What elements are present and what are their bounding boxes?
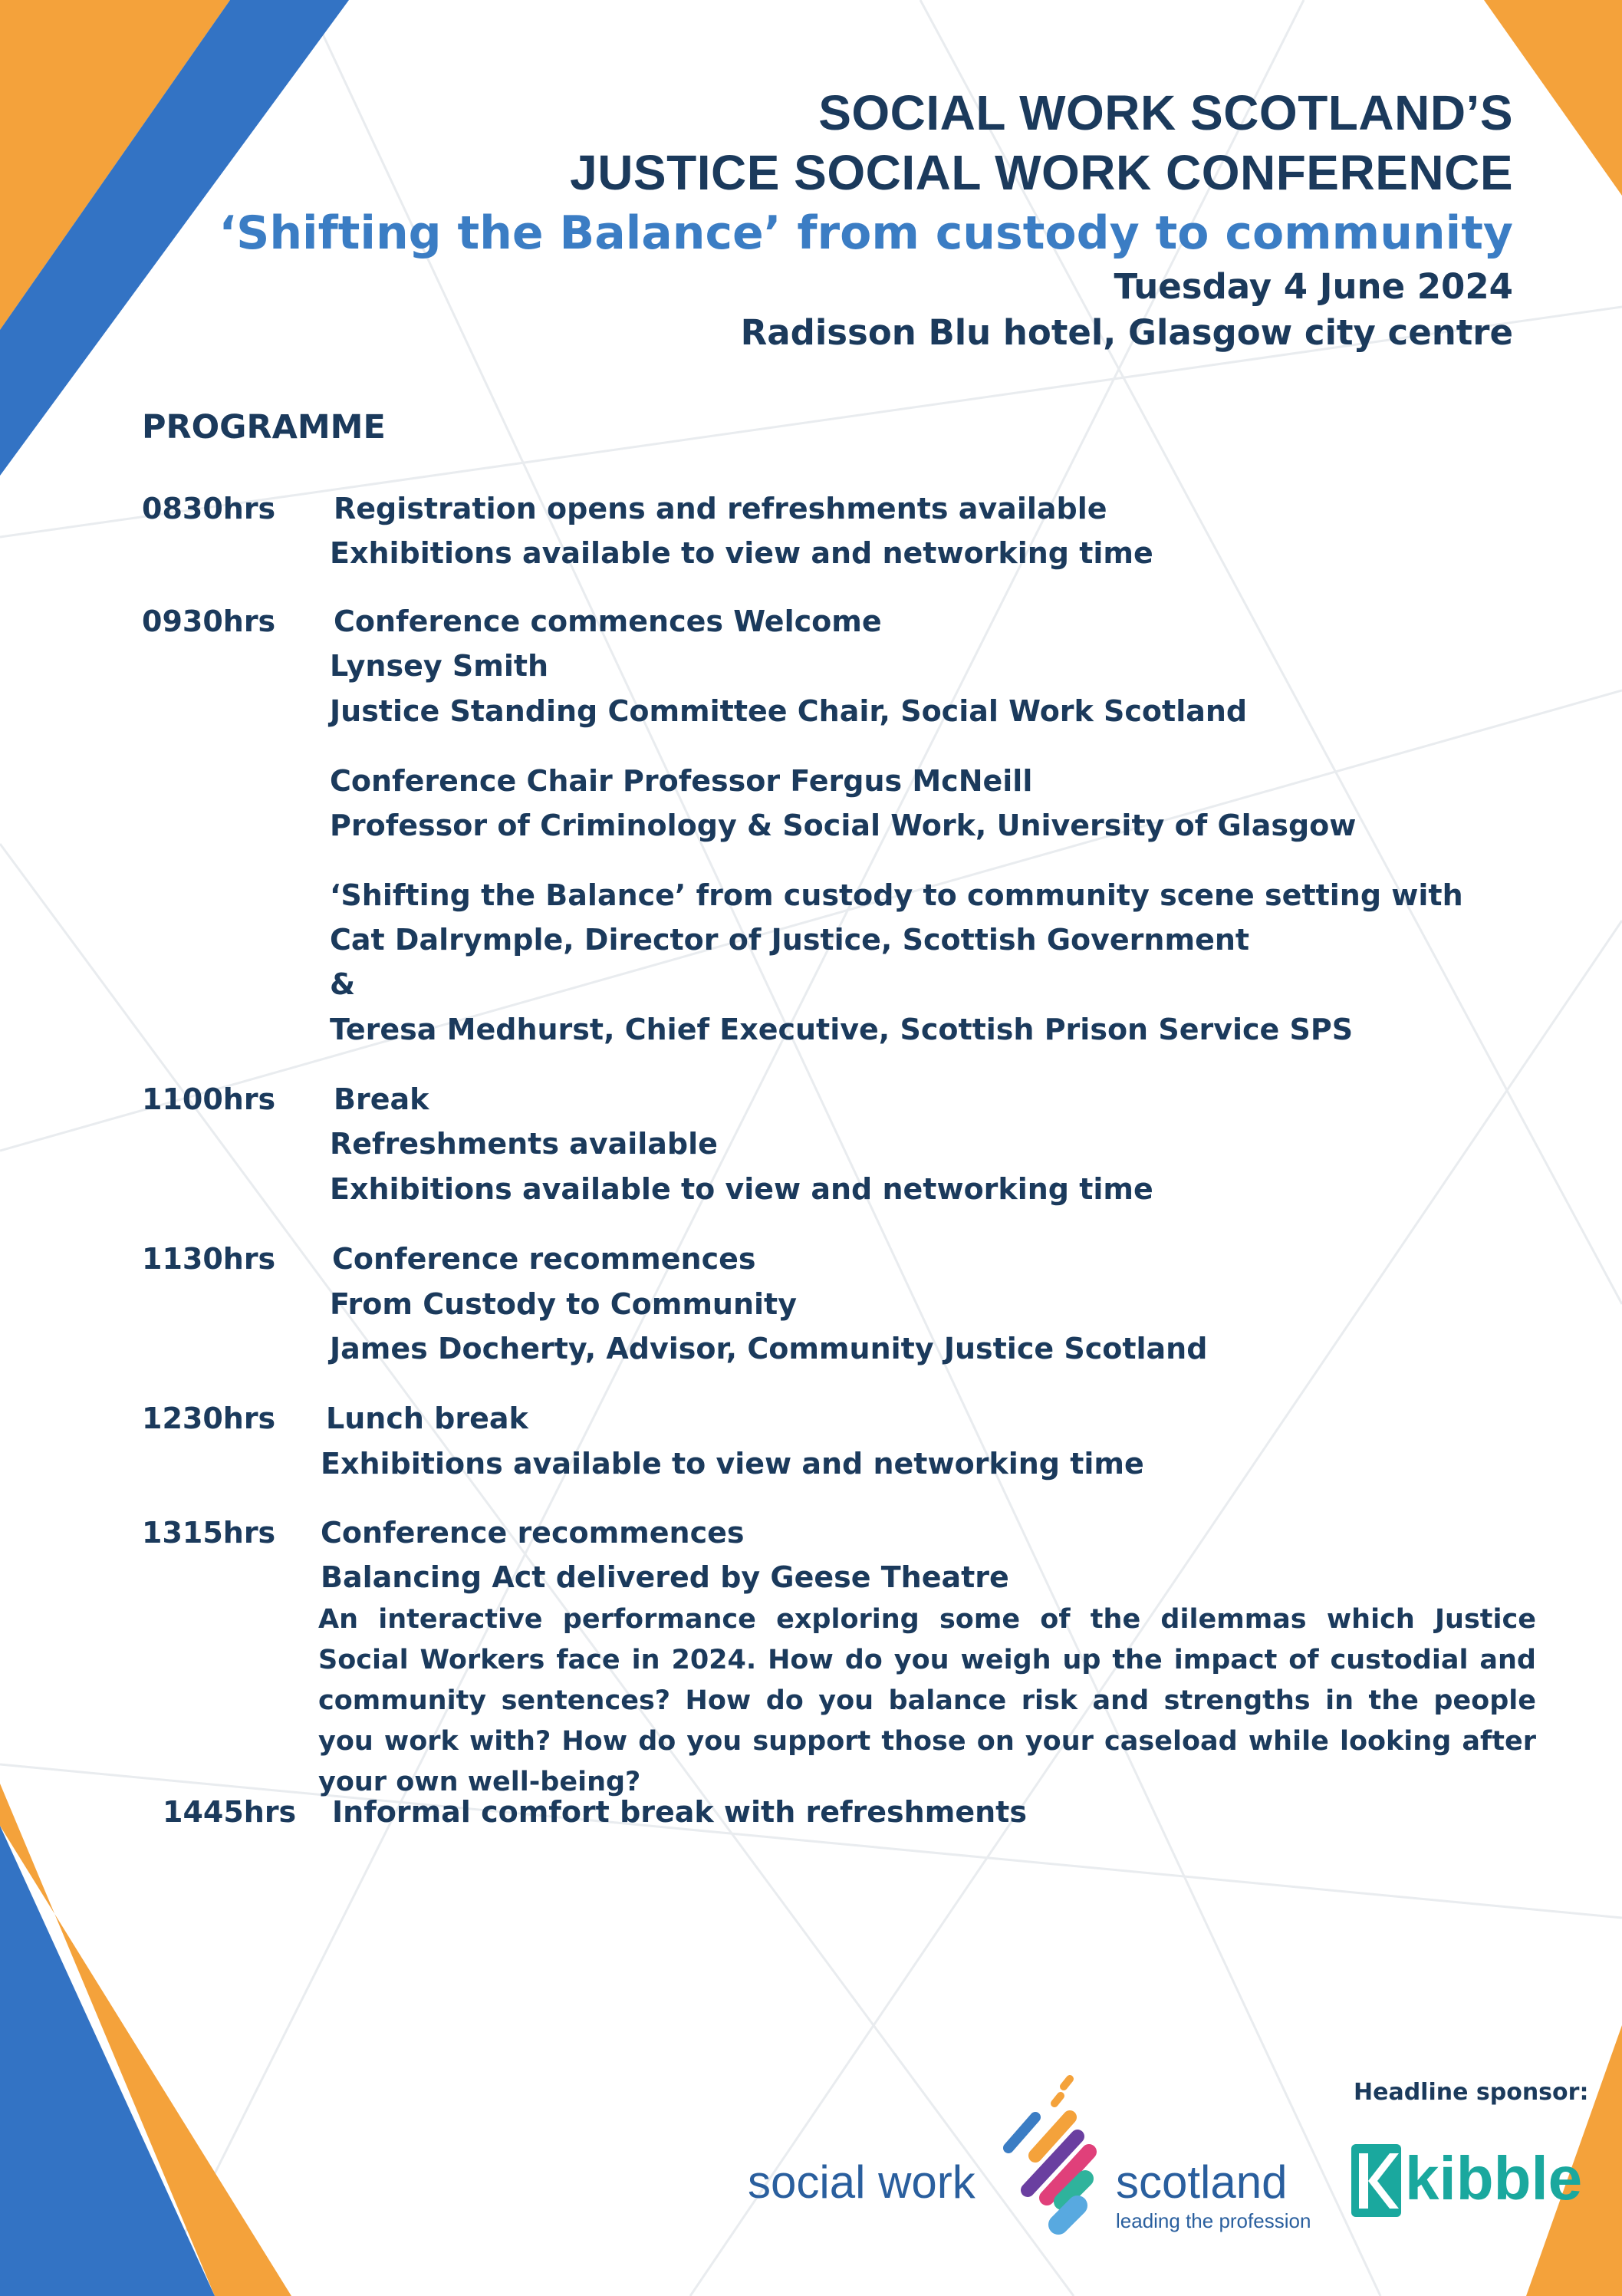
logo-text-social-work: social work <box>748 2156 976 2208</box>
logo-mark-icon <box>993 2071 1108 2240</box>
bottom-left-blue-stripe <box>0 1826 215 2296</box>
agenda-line: Cat Dalrymple, Director of Justice, Scottish Government <box>330 923 1250 957</box>
agenda-line: Teresa Medhurst, Chief Executive, Scottish Prison Service SPS <box>330 1013 1354 1046</box>
agenda-time: 0930hrs <box>142 604 276 638</box>
agenda-line: Registration opens and refreshments available <box>334 492 1107 525</box>
agenda-line: Exhibitions available to view and networking time <box>330 536 1153 570</box>
kibble-k-icon <box>1351 2144 1401 2217</box>
agenda-line: Exhibitions available to view and networking time <box>321 1447 1144 1481</box>
agenda-line: Informal comfort break with refreshments <box>332 1795 1027 1829</box>
social-work-scotland-logo <box>748 2071 1311 2240</box>
title-line-1: SOCIAL WORK SCOTLAND’S <box>818 85 1513 140</box>
subtitle: ‘Shifting the Balance’ from custody to community <box>219 206 1513 260</box>
agenda-time: 1445hrs <box>163 1795 297 1829</box>
logo-text-scotland: scotland <box>1116 2156 1288 2208</box>
header <box>219 83 1513 356</box>
agenda-line: Lunch break <box>326 1402 528 1435</box>
title-line-2: JUSTICE SOCIAL WORK CONFERENCE <box>570 145 1513 200</box>
agenda-line: From Custody to Community <box>330 1287 797 1321</box>
agenda-time: 1315hrs <box>142 1516 276 1550</box>
agenda-line: James Docherty, Advisor, Community Justice Scotland <box>330 1332 1208 1365</box>
kibble-logo <box>1351 2140 1583 2225</box>
event-venue: Radisson Blu hotel, Glasgow city centre <box>740 312 1513 353</box>
event-date: Tuesday 4 June 2024 <box>1114 266 1513 307</box>
agenda-line: & <box>330 967 356 1001</box>
agenda-time: 1100hrs <box>142 1082 276 1116</box>
performance-description: An interactive performance exploring some of the dilemmas which Justice Social Workers face in 2024. How do you weigh up the impact of custodial and community sentences? How do you balance risk and strengths in the people you work with? How do you support those on your caseload while looking after your own well-being? <box>318 1604 1536 1797</box>
programme-heading: PROGRAMME <box>142 408 386 446</box>
agenda-line: Justice Standing Committee Chair, Social Work Scotland <box>330 694 1248 728</box>
agenda-line: Refreshments available <box>330 1127 718 1161</box>
agenda-line: Lynsey Smith <box>330 649 549 683</box>
agenda-line: Conference commences Welcome <box>334 604 882 638</box>
agenda-line: Conference recommences <box>321 1516 745 1550</box>
agenda-time: 1130hrs <box>142 1242 276 1276</box>
agenda-line: Balancing Act delivered by Geese Theatre <box>321 1560 1009 1594</box>
sponsor-label: Headline sponsor: <box>1354 2079 1589 2106</box>
agenda-line: Conference recommences <box>332 1242 756 1276</box>
agenda-line: Break <box>334 1082 429 1116</box>
agenda-time: 0830hrs <box>142 492 276 525</box>
kibble-wordmark: kibble <box>1405 2144 1583 2212</box>
agenda-line: Professor of Criminology & Social Work, University of Glasgow <box>330 809 1357 842</box>
agenda-line: ‘Shifting the Balance’ from custody to community scene setting with <box>330 878 1463 912</box>
logo-tagline: leading the profession <box>1116 2209 1311 2232</box>
agenda-line: Exhibitions available to view and networking time <box>330 1172 1153 1206</box>
agenda-time: 1230hrs <box>142 1402 276 1435</box>
agenda-line: Conference Chair Professor Fergus McNeill <box>330 764 1033 798</box>
